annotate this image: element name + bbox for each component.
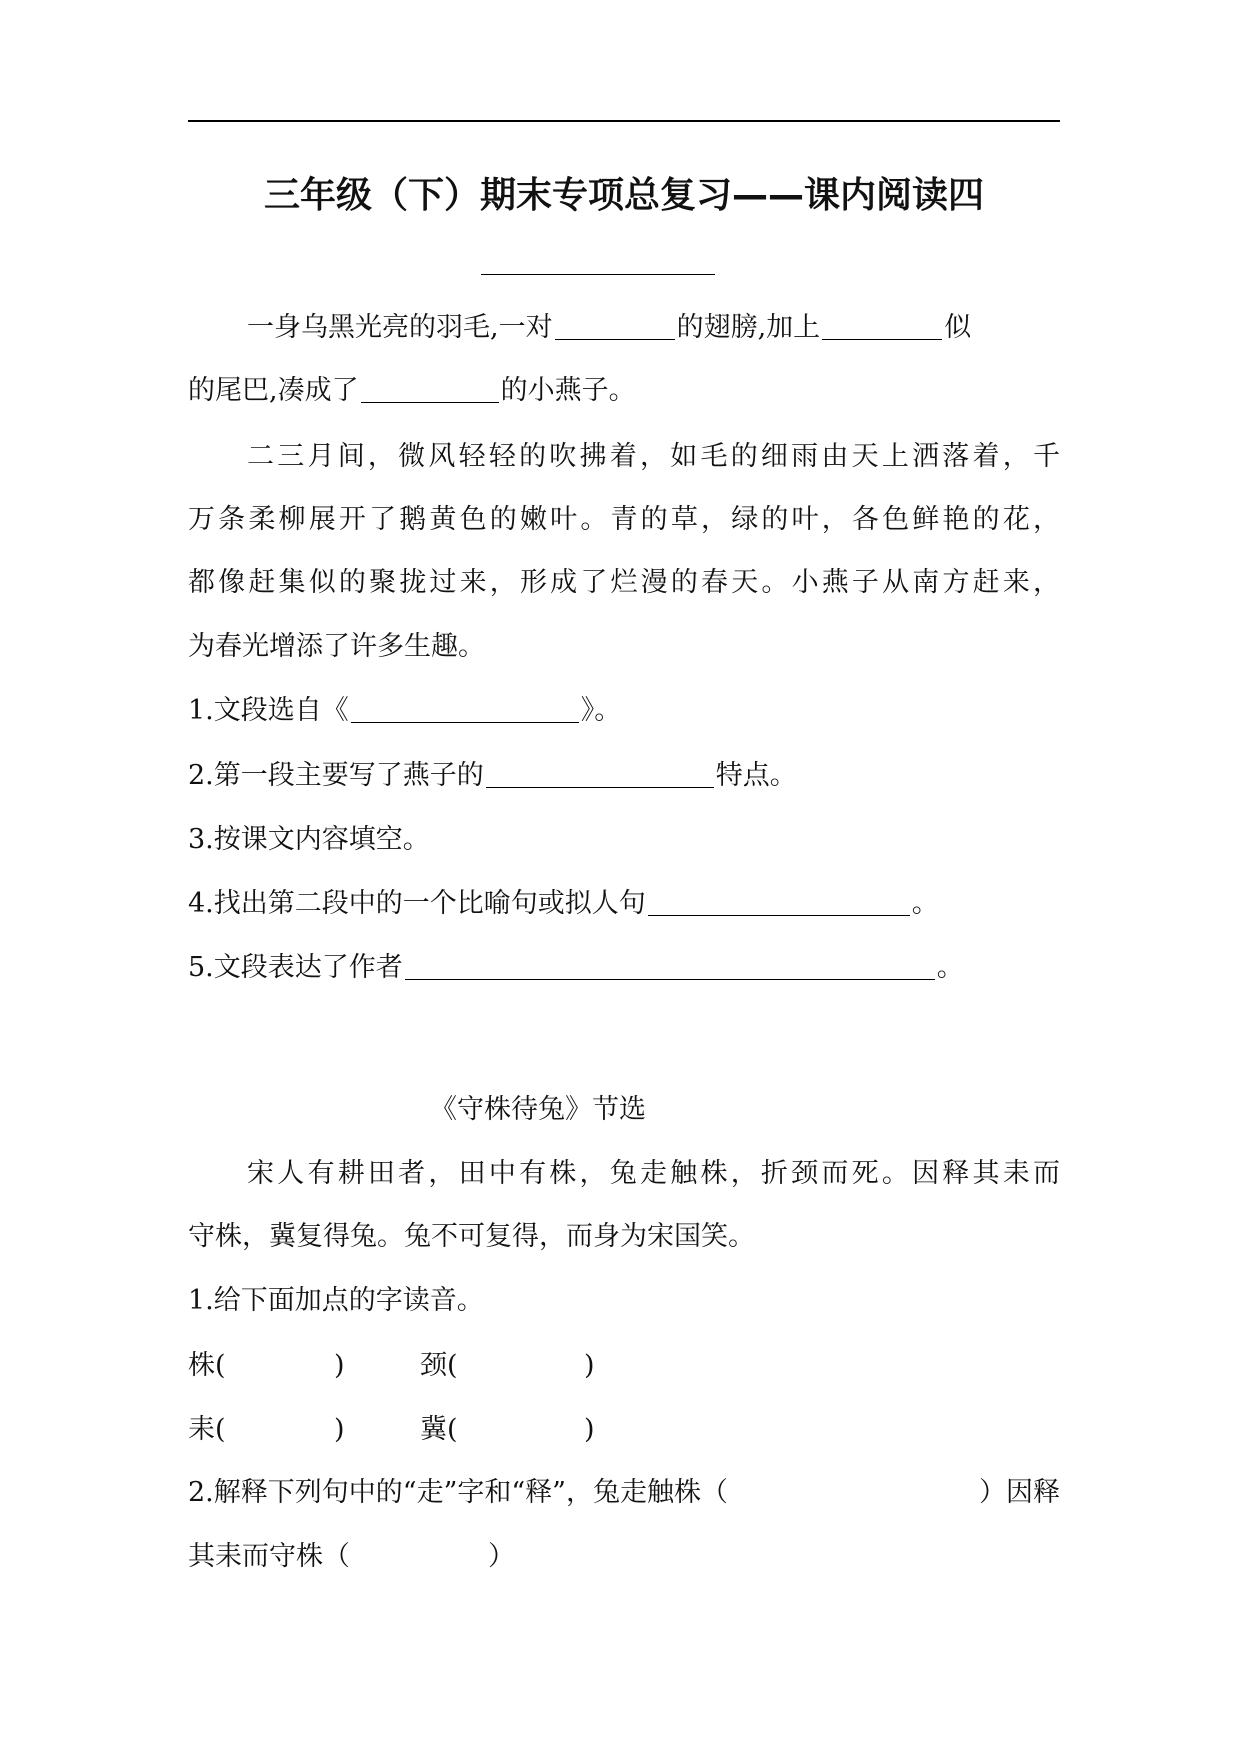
text-segment: 的尾巴,凑成了 [188,375,359,406]
question-text: 5.文段表达了作者 [188,952,403,983]
passage1-p2-line2: 万条柔柳展开了鹅黄色的嫩叶。青的草，绿的叶，各色鲜艳的花， [188,504,1060,535]
pinyin-answer-close[interactable]: ) [334,1350,345,1381]
title-underline [481,274,715,275]
question-text: 。 [936,952,964,983]
pinyin-item: 冀( [420,1414,458,1445]
question-3: 3.按课文内容填空。 [188,824,430,855]
question-text: 2.解释下列句中的“走”字和“释”，兔走触株（ [188,1477,728,1508]
fill-blank[interactable] [405,951,935,980]
pinyin-item: 颈( [420,1350,458,1381]
pinyin-answer-close[interactable]: ) [584,1414,595,1445]
page-title: 三年级（下）期末专项总复习——课内阅读四 [263,175,984,216]
passage1-p2-line4: 为春光增添了许多生趣。 [188,631,485,662]
question-text: 特点。 [715,760,797,791]
pinyin-answer-close[interactable]: ) [334,1414,345,1445]
question-text: 》。 [580,695,622,726]
fill-blank[interactable] [351,694,579,723]
passage1-p2-line1: 二三月间，微风轻轻的吹拂着，如毛的细雨由天上洒落着，千 [247,441,1060,472]
passage2-line1: 宋人有耕田者，田中有株，兔走触株，折颈而死。因释其耒而 [247,1158,1060,1189]
question-text: ） [488,1541,515,1572]
question-4 [188,884,1060,924]
passage1-p1-line1 [188,308,1060,348]
fill-blank[interactable] [486,759,714,788]
question-text: 其耒而守株（ [188,1541,350,1572]
text-segment: 似 [944,312,972,343]
fill-blank[interactable] [555,311,675,340]
header-rule [188,120,1060,122]
pinyin-item: 株( [188,1350,226,1381]
question-1 [188,691,1060,731]
text-segment: 的翅膀,加上 [676,312,821,343]
question-text: 2.第一段主要写了燕子的 [188,760,484,791]
text-segment: 一身乌黑光亮的羽毛,一对 [247,312,553,343]
text-segment: 的小燕子。 [500,375,636,406]
passage2-heading: 《守株待兔》节选 [430,1094,646,1125]
question-5 [188,948,1060,988]
fill-blank[interactable] [648,887,910,916]
passage1-p1-line2 [188,371,1060,411]
passage2-question-1: 1.给下面加点的字读音。 [188,1285,484,1316]
question-text: 4.找出第二段中的一个比喻句或拟人句 [188,888,646,919]
question-text: 。 [911,888,939,919]
fill-blank[interactable] [822,311,942,340]
fill-blank[interactable] [361,374,499,403]
pinyin-item: 耒( [188,1414,226,1445]
question-text: ）因释 [979,1477,1060,1508]
pinyin-answer-close[interactable]: ) [584,1350,595,1381]
passage1-p2-line3: 都像赶集似的聚拢过来，形成了烂漫的春天。小燕子从南方赶来， [188,567,1060,598]
passage2-line2: 守株，冀复得兔。兔不可复得，而身为宋国笑。 [188,1221,755,1252]
question-2 [188,756,1060,796]
question-text: 1.文段选自《 [188,695,349,726]
